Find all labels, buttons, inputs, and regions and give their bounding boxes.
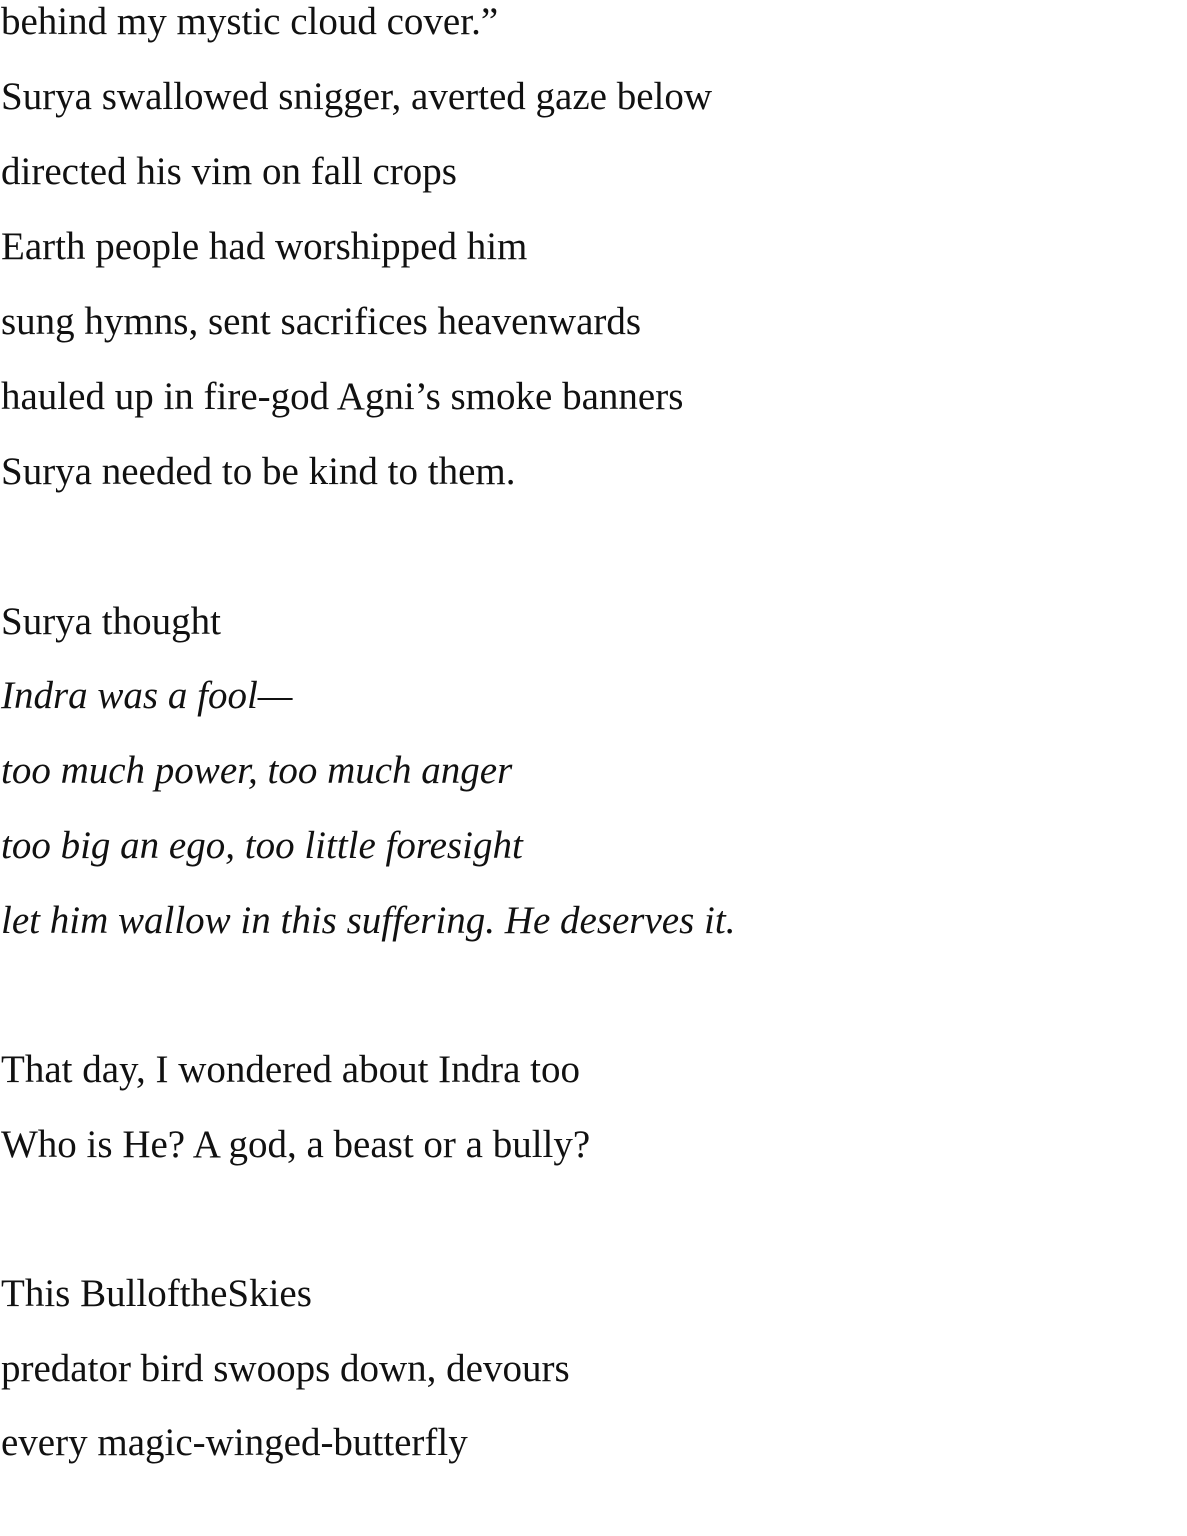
poem-line: This BulloftheSkies	[1, 1272, 312, 1315]
poem-line: behind my mystic cloud cover.”	[1, 0, 499, 43]
poem-line: every magic-winged-butterfly	[1, 1421, 468, 1464]
poem-line-italic: let him wallow in this suffering. He deserves it.	[1, 899, 736, 942]
poem-line: Who is He? A god, a beast or a bully?	[1, 1123, 591, 1166]
poem-line: predator bird swoops down, devours	[1, 1347, 570, 1390]
poem-line-italic: too much power, too much anger	[1, 749, 513, 792]
poem-line: Surya needed to be kind to them.	[1, 450, 516, 493]
poem-line: That day, I wondered about Indra too	[1, 1048, 581, 1091]
poem-line: sung hymns, sent sacrifices heavenwards	[1, 300, 642, 343]
poem-line: Surya swallowed snigger, averted gaze below	[1, 75, 713, 118]
poem-line: Earth people had worshipped him	[1, 225, 528, 268]
poem-line-italic: Indra was a fool—	[1, 674, 293, 717]
poem-line: Surya thought	[1, 600, 221, 643]
poem-line: hauled up in fire-god Agni’s smoke banners	[1, 375, 684, 418]
poem-line: directed his vim on fall crops	[1, 150, 457, 193]
poem-line-italic: too big an ego, too little foresight	[1, 824, 523, 867]
